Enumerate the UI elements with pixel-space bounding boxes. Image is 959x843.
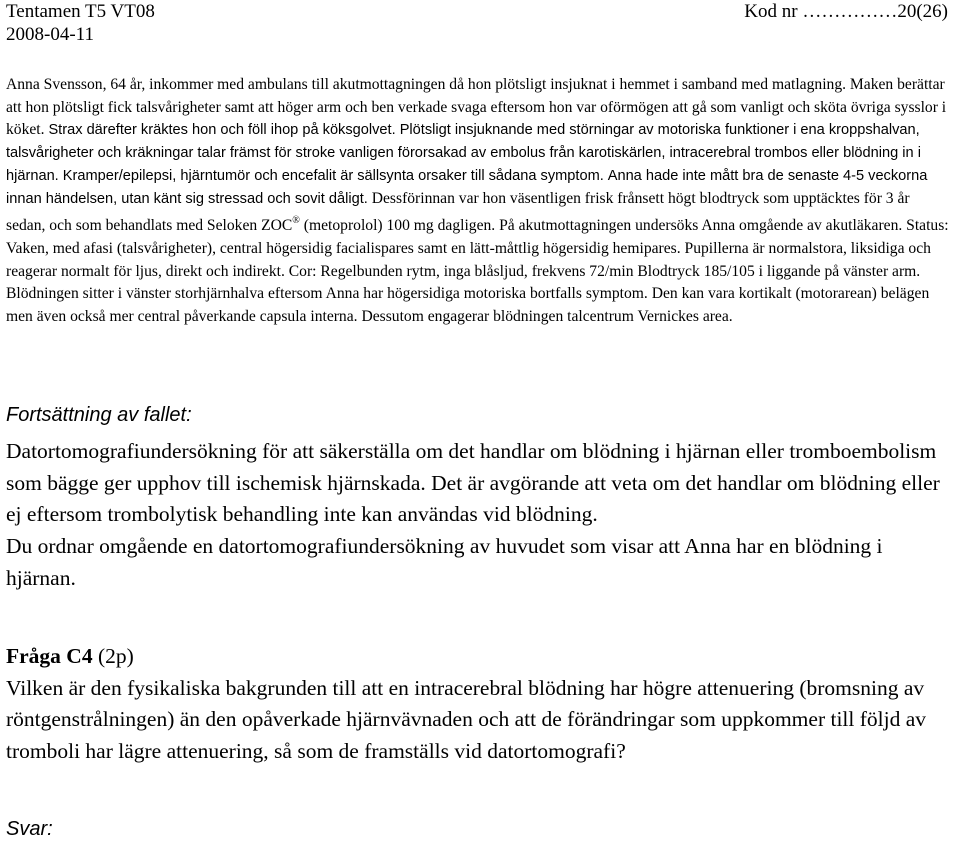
code-number: Kod nr ……………20(26) xyxy=(744,1,948,22)
exam-date: 2008-04-11 xyxy=(6,24,94,45)
question-block xyxy=(6,641,952,768)
page-header xyxy=(6,0,954,46)
answer-label: Svar: xyxy=(6,818,53,840)
case-intro: Anna Svensson, 64 år, inkommer med ambulans till akutmottagningen då hon plötsligt insjuknat i hemmet i samband med matlagning. Maken berättar att hon plötsligt fick talsvårigheter samt att höger arm och ben verkade svaga eftersom hon var oförmögen att gå som vanligt och sköta övriga sysslor i köket. xyxy=(6,76,947,139)
question-title: Fråga C4 xyxy=(6,644,93,668)
exam-title: Tentamen T5 VT08 xyxy=(6,1,155,22)
case-medication: Dessförinnan var hon väsentligen frisk frånsett högt blodtryck som upptäcktes för 3 år sedan, och som behandlats med Seloken ZOC xyxy=(6,189,910,235)
question-points: (2p) xyxy=(97,644,134,668)
question-text: Vilken är den fysikaliska bakgrunden till att en intracerebral blödning har högre attenuering (bromsning av röntgenstrålningen) än den opåverkade hjärnvävnaden och att de förändringar som uppkommer till följd av tromboli har lägre attenuering, så som de framställs vid datortomografi? xyxy=(6,675,927,764)
case-description xyxy=(6,74,950,329)
continuation-paragraph-1: Datortomografiundersökning för att säkerställa om det handlar om blödning i hjärnan eller tromboembolism som bägge ger upphov till ischemisk hjärnskada. Det är avgörande att veta om det handlar om blödning eller ej eftersom trombolytisk behandling inte kan användas vid blödning. xyxy=(6,439,940,527)
question-heading xyxy=(6,641,952,673)
registered-mark: ® xyxy=(292,215,300,227)
case-medication-dose: (metoprolol) 100 mg dagligen. xyxy=(303,217,496,235)
case-history: Anna hade inte mått bra de senaste 4-5 veckorna innan händelsen, utan känt sig stressad och sovit dåligt. xyxy=(6,167,928,207)
document-page xyxy=(6,0,954,840)
continuation-paragraph-2: Du ordnar omgående en datortomografiundersökning av huvudet som visar att Anna har en blödning i hjärnan. xyxy=(6,534,883,590)
continuation-heading: Fortsättning av fallet: xyxy=(6,404,192,426)
case-status: På akutmottagningen undersöks Anna omgående av akutläkaren. Status: Vaken, med afasi (talsvårigheter), central högersidig facialispares samt en lätt-måttlig högersidig hemipares. Pupillerna är normalstora, liksidiga och reagerar normalt för ljus, direkt och indirekt. Cor: Regelbunden rytm, inga blåsljud, frekvens 72/min Blodtryck 185/105 i liggande på vänster arm. Blödningen sitter i vänster storhjärnhalva eftersom Anna har högersidiga motoriska bortfalls symptom. Den kan vara kortikalt (motorarean) belägen men även också mer central påverkande capsula interna. Dessutom engagerar blödningen talcentrum Vernickes area. xyxy=(6,217,949,326)
continuation-text xyxy=(6,436,952,595)
case-comment-stroke: Strax därefter kräktes hon och föll ihop på köksgolvet. Plötsligt insjuknande med störningar av motoriska funktioner i ena kroppshalvan, talsvårigheter och kräkningar talar främst för stroke vanligen förorsakad av embolus från karotiskärlen, intracerebral trombos eller blödning in i hjärnan. Kramper/epilepsi, hjärntumör och encefalit är sällsynta orsaker till sådana symptom. xyxy=(6,122,921,184)
